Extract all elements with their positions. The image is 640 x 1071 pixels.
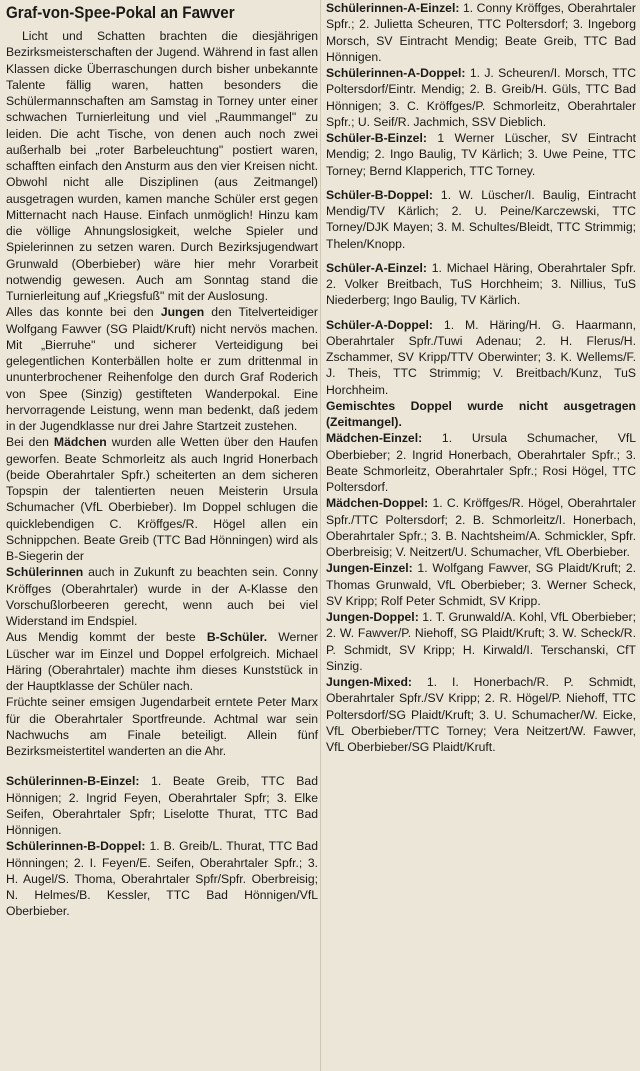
article-paragraph: Licht und Schatten brachten die diesjährigen Bezirksmeisterschaften der Jugend. Während in fast allen Klassen dicke Überraschungen durch bisher unbekannte Talente fällig waren, hatten besonders die Schülermannschaften am Samstag in Torney unter einer schwachen Turnierleitung und viel „Raummangel" zu leiden. Die acht Tische, von denen auch noch zwei außerhalb bei „roter Barbeleuchtung" postiert waren, schafften einfach den Ansturm aus den vier Kreisen nicht. Obwohl nicht alle Disziplinen (aus Zeitmangel) ausgetragen wurden, kamen manche Schüler erst gegen Mitternacht nach Hause. Einfach unmöglich! Hinzu kam die völlige Ahnungslosigkeit, welche Spieler und Spielerinnen zu setzen waren. Durch Bezirksjugendwart Grunwald (Oberbieber) wäre hier mehr Vorarbeit notwendig gewesen. Auch am Sonntag stand die Turnierleitung auf „Kriegsfuß" mit der Auslosung. [6, 29, 318, 303]
right-column [326, 0, 636, 755]
article-paragraph: Früchte seiner emsigen Jugendarbeit erntete Peter Marx für die Oberahrtaler Sportfreunde. Achtmal war sein Nachwuchs am Finale beteiligt. Allein fünf Bezirksmeistertitel wanderten an die Ahr. [6, 695, 318, 758]
result-entry: Schüler-A-Einzel: 1. Michael Häring, Oberahrtaler Spfr. 2. Volker Breitbach, TuS Horchheim; 3. Nillius, TuS Niederberg; Ingo Baulig, TV Kärlich. [326, 260, 636, 308]
result-entry: Schülerinnen-B-Doppel: 1. B. Greib/L. Thurat, TTC Bad Hönningen; 2. I. Feyen/E. Seifen, Oberahrtaler Spfr.; 3. H. Augel/S. Thoma, Oberahrtaler Spfr/Spfr. Oberbreisig; N. Helmes/B. Kessler, TTC Bad Hönnigen/VfL Oberbieber. [6, 839, 318, 919]
result-entry: Mädchen-Doppel: 1. C. Kröffges/R. Högel, Oberahrtaler Spfr./TTC Poltersdorf; 2. B. Schmorleitz/I. Honerbach, Oberahrtaler Spfr.; 3. B. Nachtsheim/A. Schmickler, Spfr. Oberbreisig; V. Neitzert/U. Schumacher, VfL Oberbieber. [326, 496, 636, 559]
result-entry: Jungen-Mixed: 1. I. Honerbach/R. P. Schmidt, Oberahrtaler Spfr./SV Kripp; 2. R. Högel/P. Niehoff, TTC Poltersdorf/SG Plaidt/Kruft; 3. U. Schumacher/W. Eicke, VfL Oberbieber/TTC Torney; Vera Neitzert/W. Fawver, VfL Oberbieber/SG Plaidt/Kruft. [326, 675, 636, 754]
article-paragraph: Alles das konnte bei den Jungen den Titelverteidiger Wolfgang Fawver (SG Plaidt/Kruft) nicht nervös machen. Mit „Bierruhe" und sicherer Verteidigung bei gelegentlichen Konterbällen holte er zum drittenmal in ununterbrochener Reihenfolge den durch Graf Roderich von Spee (Sinzig) gestifteten Wanderpokal. Eine hervorragende Leistung, wenn man bedenkt, daß jedem in der Jugendklasse nur drei Jahre Startzeit zustehen. [6, 305, 318, 433]
article-paragraph: Bei den Mädchen wurden alle Wetten über den Haufen geworfen. Beate Schmorleitz als auch Ingrid Honerbach (beide Oberahrtaler Spfr.) scheiterten an dem sicheren Topspin der talentierten neuen Meisterin Ursula Schumacher (VfL Oberbieber). Im Doppel schlugen die quicklebendigen C. Kröffges/R. Högel allen ein Schnippchen. Beate Greib (TTC Bad Hönningen) wird als B-Siegerin der [6, 435, 318, 563]
results-right [326, 0, 636, 755]
result-entry: Mädchen-Einzel: 1. Ursula Schumacher, VfL Oberbieber; 2. Ingrid Honerbach, Oberahrtaler Spfr.; 3. Beate Schmorleitz, Oberahrtaler Spfr.; Rosi Högel, TTC Poltersdorf. [326, 431, 636, 494]
article-paragraph: Aus Mendig kommt der beste B-Schüler. Werner Lüscher war im Einzel und Doppel erfolgreich. Michael Häring (Oberahrtaler) machte ihm dieses Kunststück in der Hauptklasse der Schüler nach. [6, 630, 318, 693]
result-entry: Schülerinnen-A-Einzel: 1. Conny Kröffges, Oberahrtaler Spfr.; 2. Julietta Scheuren, TTC Poltersdorf; 3. Ingeborg Morsch, SV Eintracht Mendig; Beate Greib, TTC Bad Hönnigen. [326, 1, 636, 64]
result-entry: Jungen-Einzel: 1. Wolfgang Fawver, SG Plaidt/Kruft; 2. Thomas Grunwald, VfL Oberbieber; 3. Werner Scheck, SV Kripp; Rolf Peter Schmidt, SV Kripp. [326, 561, 636, 608]
column-divider [320, 0, 321, 1071]
result-entry: Schülerinnen-B-Einzel: 1. Beate Greib, TTC Bad Hönnigen; 2. Ingrid Feyen, Oberahrtaler Spfr; 3. Elke Seifen, Oberahrtaler Spfr; Liselotte Thurat, TTC Bad Hönnigen. [6, 774, 318, 837]
result-entry: Schüler-B-Doppel: 1. W. Lüscher/I. Baulig, Eintracht Mendig/TV Kärlich; 2. U. Peine/Karczewski, TTC Torney/DJK Mayen; 3. M. Schultes/Bleidt, TTC Strimmig; Thelen/Knopp. [326, 187, 636, 251]
results-left [6, 773, 318, 919]
result-entry: Gemischtes Doppel wurde nicht ausgetragen (Zeitmangel). [326, 398, 636, 429]
article-paragraph: Schülerinnen auch in Zukunft zu beachten sein. Conny Kröffges (Oberahrtaler) wurde in der A-Klasse den Vorschußlorbeeren gerecht, wenn auch bei viel Widerstand im Endspiel. [6, 565, 318, 628]
result-entry: Jungen-Doppel: 1. T. Grunwald/A. Kohl, VfL Oberbieber; 2. W. Fawver/P. Niehoff, SG Plaidt/Kruft; 3. W. Scheck/R. P. Schmidt, SV Kripp; H. Kirwald/I. Terschanski, CfT Sinzig. [326, 610, 636, 673]
result-entry: Schüler-A-Doppel: 1. M. Häring/H. G. Haarmann, Oberahrtaler Spfr./Tuwi Adenau; 2. H. Flerus/H. Zschammer, SV Kripp/TTV Oberwinter; 3. K. Wellems/F. J. Theis, TTC Strimmig; V. Breitbach/Kunz, TuS Horchheim. [326, 317, 636, 397]
result-entry: Schülerinnen-A-Doppel: 1. J. Scheuren/I. Morsch, TTC Poltersdorf/Eintr. Mendig; 2. B. Greib/H. Güls, TTC Bad Hönnigen; 3. C. Kröffges/P. Schmorleitz, Oberahrtaler Spfr.; U. Seif/R. Jachmich, SSV Dieblich. [326, 66, 636, 129]
result-entry: Schüler-B-Einzel: 1 Werner Lüscher, SV Eintracht Mendig; 2. Ingo Baulig, TV Kärlich; 3. Uwe Peine, TTC Torney; Bernd Klapperich, TTC Torney. [326, 131, 636, 178]
left-column [6, 0, 318, 920]
article-body [6, 28, 318, 759]
article-title: Graf-von-Spee-Pokal an Fawver [6, 4, 235, 22]
